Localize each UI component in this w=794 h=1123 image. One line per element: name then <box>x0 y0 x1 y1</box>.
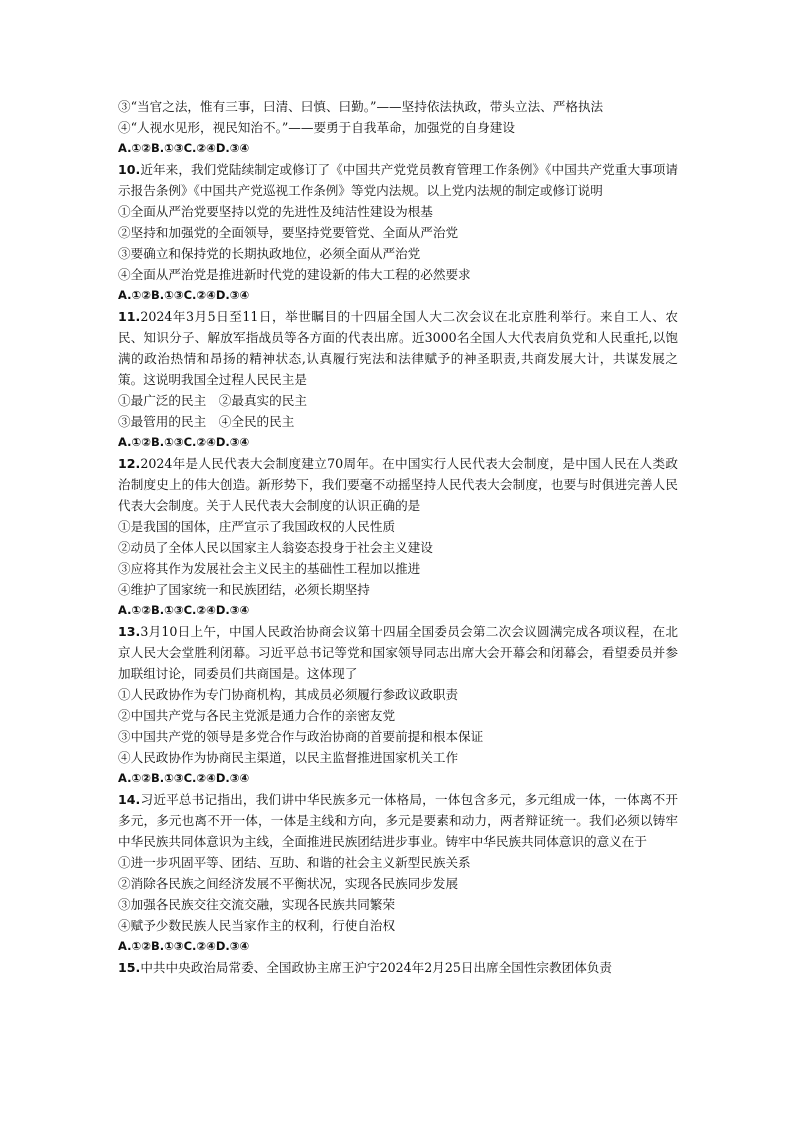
exam-page <box>118 96 678 978</box>
option-row-1: ①最广泛的民主 ②最真实的民主 <box>118 393 307 408</box>
question-number: 13. <box>118 624 141 639</box>
option-2: ②中国共产党与各民主党派是通力合作的亲密友党 <box>118 708 396 723</box>
answer-choices: A.①②B.①③C.②④D.③④ <box>118 288 250 302</box>
lead-option-4: ④“人视水见形，视民知治不。”——要勇于自我革命，加强党的自身建设 <box>118 120 515 135</box>
question-number: 10. <box>118 162 141 177</box>
option-3: ③中国共产党的领导是多党合作与政治协商的首要前提和根本保证 <box>118 729 484 744</box>
question-number: 15. <box>118 960 141 975</box>
option-1: ①全面从严治党要坚持以党的先进性及纯洁性建设为根基 <box>118 204 433 219</box>
question-stem: 习近平总书记指出，我们讲中华民族多元一体格局，一体包含多元，多元组成一体，一体离不开多元，多元也离不开一体，一体是主线和方向，多元是要素和动力，两者辩证统一。我们必须以铸牢中华民族共同体意识为主线，全面推进民族团结进步事业。铸牢中华民族共同体意识的意义在于 <box>118 792 678 849</box>
option-1: ①人民政协作为专门协商机构，其成员必须履行参政议政职责 <box>118 687 459 702</box>
option-4: ④赋予少数民族人民当家作主的权利，行使自治权 <box>118 918 396 933</box>
option-3: ③要确立和保持党的长期执政地位，必须全面从严治党 <box>118 246 421 261</box>
question-14 <box>118 789 678 957</box>
lead-answer-choices: A.①②B.①③C.②④D.③④ <box>118 141 250 155</box>
answer-choices: A.①②B.①③C.②④D.③④ <box>118 939 250 953</box>
answer-choices: A.①②B.①③C.②④D.③④ <box>118 771 250 785</box>
answer-choices: A.①②B.①③C.②④D.③④ <box>118 435 250 449</box>
option-1: ①进一步巩固平等、团结、互助、和谐的社会主义新型民族关系 <box>118 855 471 870</box>
option-1: ①是我国的国体，庄严宣示了我国政权的人民性质 <box>118 519 396 534</box>
option-row-2: ③最管用的民主 ④全民的民主 <box>118 414 295 429</box>
question-13 <box>118 621 678 789</box>
question-11 <box>118 306 678 453</box>
question-stem: 3月10日上午，中国人民政治协商会议第十四届全国委员会第二次会议圆满完成各项议程，在北京人民大会堂胜利闭幕。习近平总书记等党和国家领导同志出席大会开幕会和闭幕会，看望委员并参加联组讨论，同委员们共商国是。这体现了 <box>118 624 678 681</box>
option-4: ④人民政协作为协商民主渠道，以民主监督推进国家机关工作 <box>118 750 459 765</box>
question-15 <box>118 957 678 978</box>
question-12 <box>118 453 678 621</box>
option-3: ③加强各民族交往交流交融，实现各民族共同繁荣 <box>118 897 396 912</box>
option-4: ④维护了国家统一和民族团结，必须长期坚持 <box>118 582 370 597</box>
option-2: ②动员了全体人民以国家主人翁姿态投身于社会主义建设 <box>118 540 433 555</box>
question-10 <box>118 159 678 306</box>
option-2: ②坚持和加强党的全面领导，要坚持党要管党、全面从严治党 <box>118 225 459 240</box>
option-3: ③应将其作为发展社会主义民主的基础性工程加以推进 <box>118 561 421 576</box>
question-number: 11. <box>118 309 141 324</box>
question-stem: 2024年3月5日至11日，举世瞩目的十四届全国人大二次会议在北京胜利举行。来自工人、农民、知识分子、解放军指战员等各方面的代表出席。近3000名全国人大代表肩负党和人民重托,以饱满的政治热情和昂扬的精神状态,认真履行宪法和法律赋予的神圣职责,共商发展大计，共谋发展之策。这说明我国全过程人民民主是 <box>118 309 678 387</box>
question-number: 12. <box>118 456 141 471</box>
lead-option-3: ③“当官之法，惟有三事，曰清、曰慎、曰勤。”——坚持依法执政，带头立法、严格执法 <box>118 99 604 114</box>
question-number: 14. <box>118 792 141 807</box>
option-4: ④全面从严治党是推进新时代党的建设新的伟大工程的必然要求 <box>118 267 471 282</box>
question-stem: 中共中央政治局常委、全国政协主席王沪宁2024年2月25日出席全国性宗教团体负责 <box>140 960 612 975</box>
question-stem: 2024年是人民代表大会制度建立70周年。在中国实行人民代表大会制度，是中国人民在人类政治制度史上的伟大创造。新形势下，我们要毫不动摇坚持人民代表大会制度，也要与时俱进完善人民代表大会制度。关于人民代表大会制度的认识正确的是 <box>118 456 678 513</box>
option-2: ②消除各民族之间经济发展不平衡状况，实现各民族同步发展 <box>118 876 459 891</box>
question-stem: 近年来，我们党陆续制定或修订了《中国共产党党员教育管理工作条例》《中国共产党重大事项请示报告条例》《中国共产党巡视工作条例》等党内法规。以上党内法规的制定或修订说明 <box>118 162 678 198</box>
answer-choices: A.①②B.①③C.②④D.③④ <box>118 603 250 617</box>
